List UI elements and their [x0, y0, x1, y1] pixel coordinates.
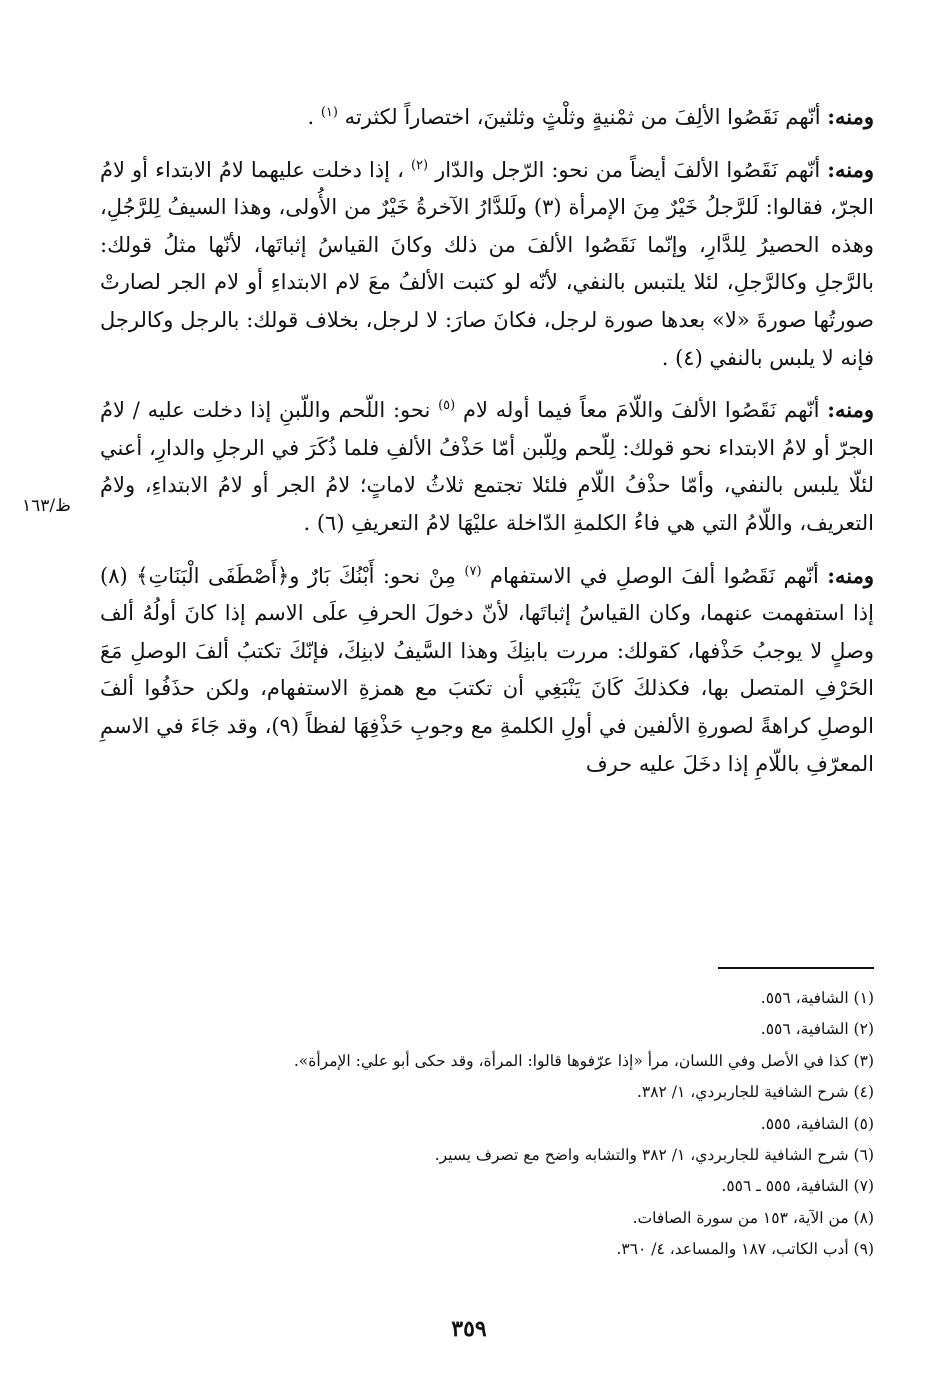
paragraph-tail: مِنْ نحو: أَبْنُكَ بَارٌ و﴿أَصْطَفَى الْبَنَاتِ﴾ (٨) إذا استفهمت عنهما، وكان القياسُ إثباتَها، لأنّ دخولَ الحرفِ علَى الاسم إذا كانَ أولُهُ ألف وصلٍ لا يوجبُ حَذْفها، كقولك: مررت بابنِكَ وهذا السَّيفُ لابنِكَ، فإنّكَ تكتبُ ألفَ الوصلِ مَعَ الحَرْفِ المتصل بها، فكذلكَ كَانَ يَنْبَغِي أن تكتبَ مع همزةِ الاستفهام، ولكن حذَفُوا ألفَ الوصلِ كراهةً لصورةِ الألفين في أولِ الكلمةِ مع وجوبِ حَذْفِهَا لفظاً (٩)، وقد جَاءَ في الاسمِ المعرّفِ باللّامِ إذا دخَلَ عليه حرف — [100, 563, 874, 776]
paragraph-tail: نحو: اللّحم واللّبنِ إذا دخلت عليه / لامُ الجرّ أو لامُ الابتداء نحو قولك: لِلّحم ولِلّبن أمّا حَذْفُ الألفِ فلما ذُكَرَ في الرجلِ والدارِ، أعني لئلّا يلبس بالنفي، وأمّا حذْفُ اللّامِ فلئلا تجتمع ثلاثُ لاماتٍ؛ لامُ الجر أو لامُ الابتداءِ، ولامُ التعريف، واللّامُ التي هي فاءُ الكلمةِ الدّاخلة عليْهَا لامُ التعريفِ (٦) . — [100, 398, 874, 535]
footnote: (٦) شرح الشافية للجاربردي، ١/ ٣٨٢ والتشابه واضح مع تصرف يسير. — [434, 1146, 874, 1165]
footnote: (٤) شرح الشافية للجاربردي، ١/ ٣٨٢. — [636, 1083, 874, 1102]
paragraph-text: أنّهم نَقَصُوا الألفَ واللّامَ معاً فيما أوله لام — [463, 398, 820, 423]
manuscript-folio-note: ظ/١٦٣ — [22, 496, 71, 516]
paragraph-lead: ومنه: — [827, 156, 875, 182]
footnotes — [100, 983, 874, 1266]
paragraph-tail: . — [307, 105, 315, 129]
main-text — [100, 98, 874, 797]
footnote: (٧) الشافية، ٥٥٥ ـ ٥٥٦. — [721, 1177, 874, 1196]
paragraph-text: أنّهم نَقَصُوا الألفَ أيضاً من نحو: الرّجل والدّار — [435, 157, 821, 182]
paragraph — [100, 98, 874, 137]
footnote: (٩) أدب الكاتب، ١٨٧ والمساعد، ٤/ ٣٦٠. — [616, 1240, 874, 1259]
footnote-ref: (٥) — [438, 398, 456, 414]
footnote: (٥) الشافية، ٥٥٥. — [760, 1114, 874, 1133]
paragraph-lead: ومنه: — [827, 397, 874, 423]
paragraph — [100, 557, 874, 784]
footnote: (٣) كذا في الأصل وفي اللسان، مرأ «إذا عرّفوها قالوا: المرأة، وقد حكى أبو علي: الإمرأة». — [293, 1051, 874, 1070]
footnote-divider — [718, 967, 874, 969]
footnote: (١) الشافية، ٥٥٦. — [760, 989, 874, 1007]
paragraph-text: أنّهم نَقَصُوا الألِفَ من ثمْنيةٍ وثلْثٍ وثلثينَ، اختصاراً لكثرته — [344, 105, 821, 129]
footnote-ref: (٢) — [410, 157, 429, 173]
paragraph-tail: ، إذا دخلت عليهما لامُ الابتداء أو لامُ الجرّ، فقالوا: لَلرَّجلُ خَيْرٌ مِنَ الإمرأة (٣) ولَلدَّارُ الآخرةُ خَيْرٌ من الأُولى، وهذا السيفُ لِلرَّجُلِ، وهذه الحصيرُ لِلدَّارِ، وإنّما نَقَصُوا الألفَ من ذلك وكانَ القياسُ إثباتَها، لأنّها مثلُ قولك: بالرَّجلِ وكالرَّجلِ، لئلا يلتبس بالنفي، لأنّه لو كتبت الألفُ معَ لام الابتداءِ أو لام الجر لصارتْ صورتُها صورةَ «لا» بعدها صورة لرجل، فكانَ صارَ: لا لرجل، بخلاف قولك: بالرجل وكالرجل فإنه لا يلبس بالنفي (٤) . — [100, 157, 874, 370]
paragraph-text: أنّهم نَقَصُوا ألفَ الوصلِ في الاستفهام — [490, 563, 819, 588]
page-number: ٣٥٩ — [451, 1316, 487, 1342]
footnote-ref: (١) — [320, 105, 338, 120]
paragraph-lead: ومنه: — [827, 104, 874, 129]
paragraph — [100, 391, 874, 542]
paragraph — [100, 151, 874, 378]
footnote-ref: (٧) — [464, 563, 482, 579]
footnote: (٢) الشافية، ٥٥٦. — [760, 1020, 874, 1039]
paragraph-lead: ومنه: — [827, 562, 874, 588]
footnote: (٨) من الآية، ١٥٣ من سورة الصافات. — [632, 1208, 874, 1227]
